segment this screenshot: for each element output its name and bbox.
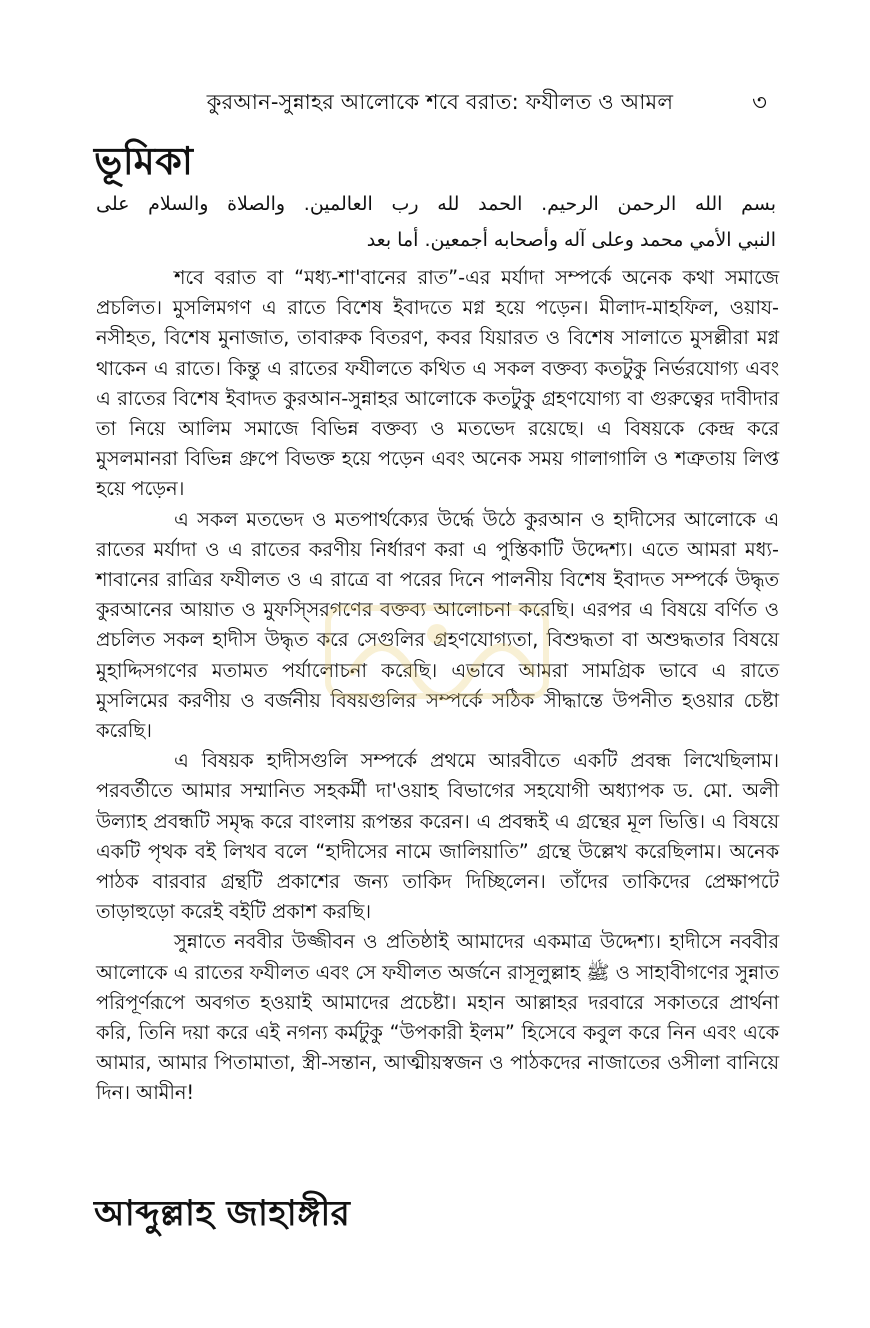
paragraph-2: এ সকল মতভেদ ও মতপার্থক্যের উর্দ্ধে উঠে কুরআন ও হাদীসের আলোকে এ রাতের মর্যাদা ও এ রাতের করণীয় নির্ধারণ করা এ পুস্তিকাটি উদ্দেশ্য। এতে আমরা মধ্য-শাবানের রাত্রির ফযীলত ও এ রাত্রে বা পরের দিনে পালনীয় বিশেষ ইবাদত সম্পর্কে উদ্ধৃত কুরআনের আয়াত ও মুফস্সিরগণের বক্তব্য আলোচনা করেছি। এরপর এ বিষয়ে বর্ণিত ও প্রচলিত সকল হাদীস উদ্ধৃত করে সেগুলির গ্রহণযোগ্যতা, বিশুদ্ধতা বা অশুদ্ধতার বিষয়ে মুহাদ্দিসগণের মতামত পর্যালোচনা করেছি। এভাবে আমরা সামগ্রিক ভাবে এ রাতে মুসলিমের করণীয় ও বর্জনীয় বিষয়গুলির সম্পর্কে সঠিক সীদ্ধান্তে উপনীত হওয়ার চেষ্টা করেছি। [96,507,779,743]
body-text [96,263,779,1109]
arabic-invocation-line-1: بسم الله الرحمن الرحيم. الحمد لله رب العالمين. والصلاة والسلام على [96,193,776,215]
page-number: ৩ [752,90,767,116]
paragraph-3: এ বিষয়ক হাদীসগুলি সম্পর্কে প্রথমে আরবীতে একটি প্রবন্ধ লিখেছিলাম। পরবর্তীতে আমার সম্মানিত সহকর্মী দা'ওয়াহ বিভাগের সহযোগী অধ্যাপক ড. মো. অলী উল্যাহ প্রবন্ধটি সমৃদ্ধ করে বাংলায় রূপন্তর করেন। এ প্রবন্ধই এ গ্রন্থের মূল ভিত্তি। এ বিষয়ে একটি পৃথক বই লিখব বলে “হাদীসের নামে জালিয়াতি” গ্রন্থে উল্লেখ করেছিলাম। অনেক পাঠক বারবার গ্রন্থটি প্রকাশের জন্য তাকিদ দিচ্ছিলেন। তাঁদের তাকিদের প্রেক্ষাপটে তাড়াহুড়ো করেই বইটি প্রকাশ করছি। [96,749,779,924]
author-signature: আব্দুল্লাহ জাহাঙ্গীর [94,1194,351,1234]
section-title: ভূমিকা [94,139,194,183]
paragraph-4: সুন্নাতে নববীর উজ্জীবন ও প্রতিষ্ঠাই আমাদের একমাত্র উদ্দেশ্য। হাদীসে নববীর আলোকে এ রাতের ফযীলত এবং সে ফযীলত অর্জনে রাসূলুল্লাহ ﷺ ও সাহাবীগণের সুন্নাত পরিপূর্ণরূপে অবগত হওয়াই আমাদের প্রচেষ্টা। মহান আল্লাহর দরবারে সকাতরে প্রার্থনা করি, তিনি দয়া করে এই নগন্য কর্মটুকু “উপকারী ইলম” হিসেবে কবুল করে নিন এবং একে আমার, আমার পিতামাতা, স্ত্রী-সন্তান, আত্মীয়স্বজন ও পাঠকদের নাজাতের ওসীলা বানিয়ে দিন। আমীন! [96,930,780,1105]
running-header-title: কুরআন-সুন্নাহর আলোকে শবে বরাত: ফযীলত ও আমল [206,90,674,114]
paragraph-1: শবে বরাত বা “মধ্য-শা'বানের রাত”-এর মর্যাদা সম্পর্কে অনেক কথা সমাজে প্রচলিত। মুসলিমগণ এ রাতে বিশেষ ইবাদতে মগ্ন হয়ে পড়েন। মীলাদ-মাহফিল, ওয়ায-নসীহত, বিশেষ মুনাজাত, তাবারুক বিতরণ, কবর যিয়ারত ও বিশেষ সালাতে মুসল্লীরা মগ্ন থাকেন এ রাতে। কিন্তু এ রাতের ফযীলতে কথিত এ সকল বক্তব্য কতটুকু নির্ভরযোগ্য এবং এ রাতের বিশেষ ইবাদত কুরআন-সুন্নাহর আলোকে কতটুকু গ্রহণযোগ্য বা গুরুত্বের দাবীদার তা নিয়ে আলিম সমাজে বিভিন্ন বক্তব্য ও মতভেদ রয়েছে। এ বিষয়কে কেন্দ্র করে মুসলমানরা বিভিন্ন গ্রুপে বিভক্ত হয়ে পড়েন এবং অনেক সময় গালাগালি ও শত্রুতায় লিপ্ত হয়ে পড়েন। [96,266,779,501]
arabic-invocation-line-2: النبي الأمي محمد وعلى آله وأصحابه أجمعين. أما بعد [366,229,776,251]
